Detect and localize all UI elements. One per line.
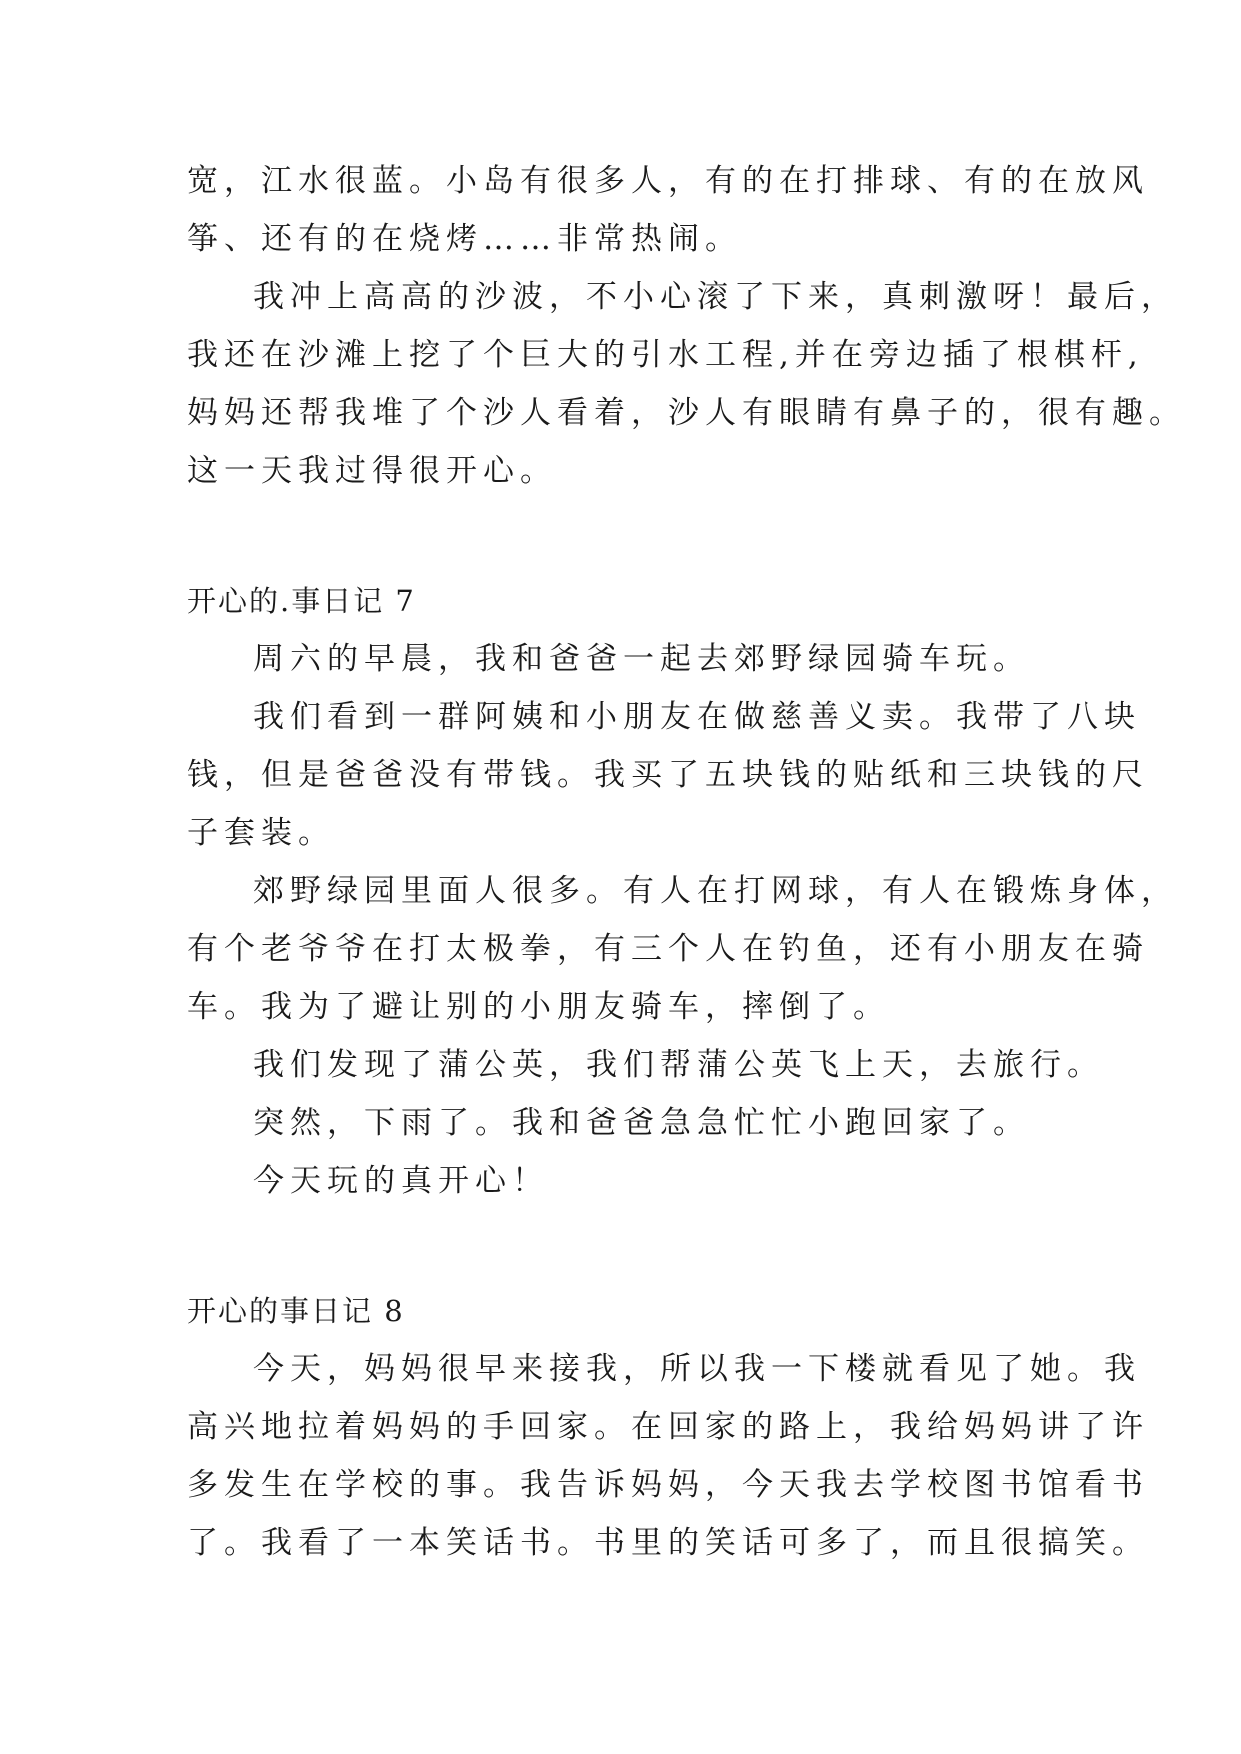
paragraph-line: 车。我为了避让别的小朋友骑车，摔倒了。	[187, 989, 890, 1025]
paragraph-line: 我们看到一群阿姨和小朋友在做慈善义卖。我带了八块	[253, 699, 1141, 735]
paragraph-line: 有个老爷爷在打太极拳，有三个人在钓鱼，还有小朋友在骑	[187, 931, 1149, 967]
document-body	[187, 152, 1186, 1572]
paragraph-line: 高兴地拉着妈妈的手回家。在回家的路上，我给妈妈讲了许	[187, 1409, 1149, 1445]
paragraph-line: 了。我看了一本笑话书。书里的笑话可多了，而且很搞笑。	[187, 1525, 1149, 1561]
paragraph-line: 钱，但是爸爸没有带钱。我买了五块钱的贴纸和三块钱的尺	[187, 757, 1149, 793]
diary-entry-7	[187, 572, 1178, 1210]
paragraph-line: 妈妈还帮我堆了个沙人看着，沙人有眼睛有鼻子的，很有趣。	[187, 395, 1186, 431]
paragraph-line: 突然，下雨了。我和爸爸急急忙忙小跑回家了。	[253, 1105, 1030, 1141]
paragraph-line: 宽，江水很蓝。小岛有很多人，有的在打排球、有的在放风	[187, 163, 1149, 199]
section-spacer	[187, 500, 1067, 572]
diary-entry-8	[187, 1282, 1149, 1572]
paragraph-line: 我们发现了蒲公英，我们帮蒲公英飞上天，去旅行。	[253, 1047, 1104, 1083]
paragraph-line: 这一天我过得很开心。	[187, 453, 557, 489]
paragraph-line: 今天，妈妈很早来接我，所以我一下楼就看见了她。我	[253, 1351, 1141, 1387]
entry-title: 开心的事日记 8	[187, 1294, 405, 1328]
paragraph-line: 筝、还有的在烧烤……非常热闹。	[187, 221, 742, 257]
paragraph-line: 周六的早晨，我和爸爸一起去郊野绿园骑车玩。	[253, 641, 1030, 677]
section-spacer	[187, 1210, 1067, 1282]
paragraph-line: 我冲上高高的沙波，不小心滚了下来，真刺激呀！最后，	[253, 279, 1178, 315]
paragraph-line: 今天玩的真开心！	[253, 1163, 549, 1199]
diary-continuation	[187, 152, 1186, 500]
entry-title: 开心的.事日记 7	[187, 584, 416, 618]
paragraph-line: 多发生在学校的事。我告诉妈妈，今天我去学校图书馆看书	[187, 1467, 1149, 1503]
paragraph-line: 郊野绿园里面人很多。有人在打网球，有人在锻炼身体，	[253, 873, 1178, 909]
paragraph-line: 子套装。	[187, 815, 335, 851]
paragraph-line: 我还在沙滩上挖了个巨大的引水工程,并在旁边插了根棋杆,	[187, 337, 1144, 373]
